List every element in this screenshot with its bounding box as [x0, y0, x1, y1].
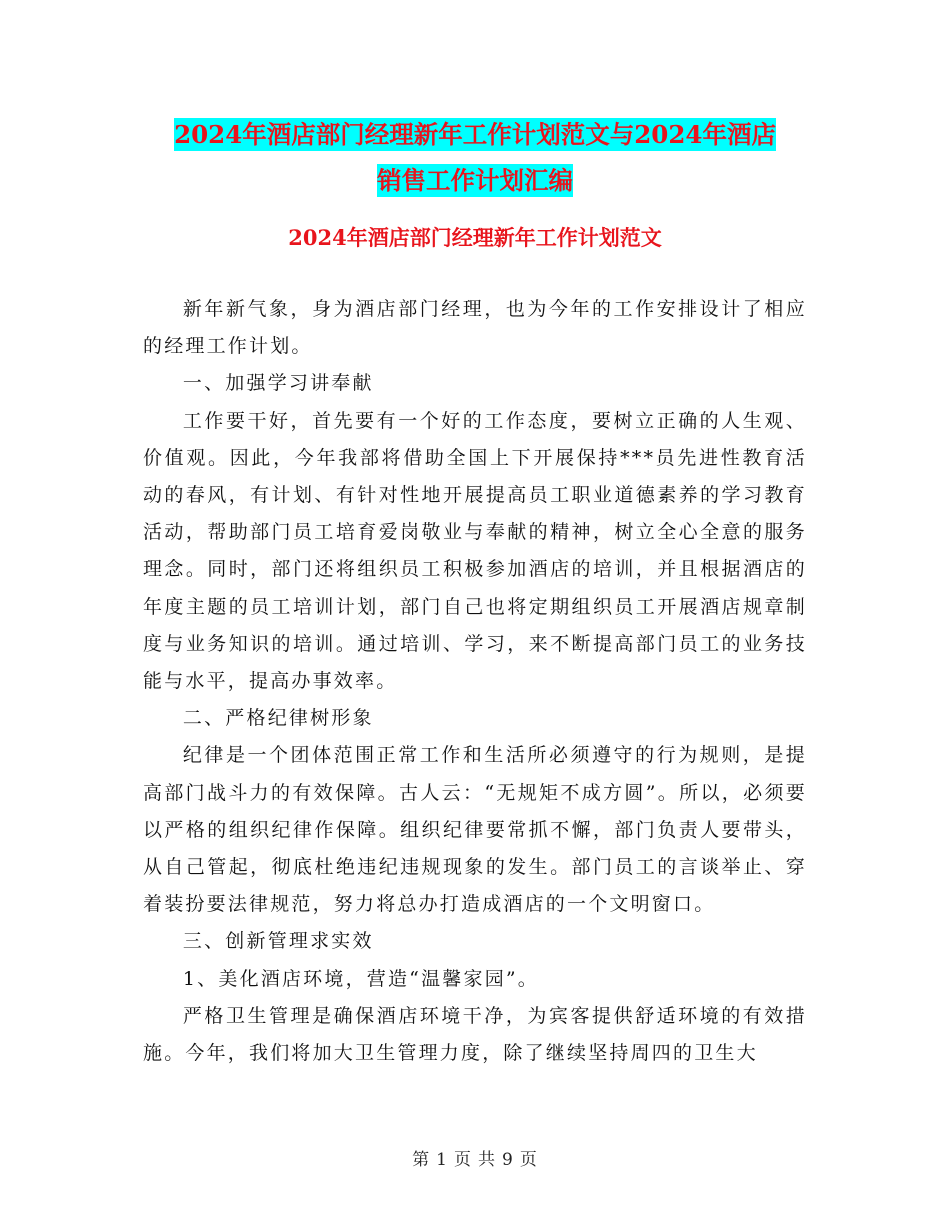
section-title: 2024年酒店部门经理新年工作计划范文	[288, 225, 662, 250]
footer-total-unit: 页	[519, 1150, 538, 1170]
subheading-environment: 1、美化酒店环境，营造“温馨家园”。	[182, 967, 540, 990]
heading-innovation: 三、创新管理求实效	[182, 930, 374, 953]
footer-page-unit: 页	[454, 1150, 472, 1170]
document-title-line-1: 2024年酒店部门经理新年工作计划范文与2024年酒店	[174, 120, 776, 149]
paragraph-hygiene: 严格卫生管理是确保酒店环境干净，为宾客提供舒适环境的有效措施。今年，我们将加大卫生管理力度，除了继续坚持周四的卫生大	[143, 1004, 807, 1065]
page-footer	[0, 1145, 950, 1170]
document-body	[143, 291, 807, 1072]
paragraph-intro: 新年新气象，身为酒店部门经理，也为今年的工作安排设计了相应的经理工作计划。	[143, 298, 807, 358]
footer-page-number: 1	[436, 1150, 448, 1170]
footer-total-label: 共	[478, 1150, 496, 1170]
heading-study-dedication: 一、加强学习讲奉献	[182, 372, 374, 395]
footer-total-pages: 9	[502, 1150, 514, 1170]
document-title-line-2: 销售工作计划汇编	[377, 166, 573, 195]
paragraph-study: 工作要干好，首先要有一个好的工作态度，要树立正确的人生观、价值观。因此，今年我部将借助全国上下开展保持***员先进性教育活动的春风，有计划、有针对性地开展提高员工职业道德素养的学习教育活动，帮助部门员工培育爱岗敬业与奉献的精神，树立全心全意的服务理念。同时，部门还将组织员工积极参加酒店的培训，并且根据酒店的年度主题的员工培训计划，部门自己也将定期组织员工开展酒店规章制度与业务知识的培训。通过培训、学习，来不断提高部门员工的业务技能与水平，提高办事效率。	[143, 409, 807, 693]
footer-page-label: 第	[412, 1150, 431, 1170]
heading-discipline: 二、严格纪律树形象	[182, 707, 374, 730]
paragraph-discipline: 纪律是一个团体范围正常工作和生活所必须遵守的行为规则，是提高部门战斗力的有效保障。古人云：“无规矩不成方圆”。所以，必须要以严格的组织纪律作保障。组织纪律要常抓不懈，部门负责人要带头，从自己管起，彻底杜绝违纪违规现象的发生。部门员工的言谈举止、穿着装扮要法律规范，努力将总办打造成酒店的一个文明窗口。	[143, 744, 807, 916]
document-title	[140, 112, 810, 204]
